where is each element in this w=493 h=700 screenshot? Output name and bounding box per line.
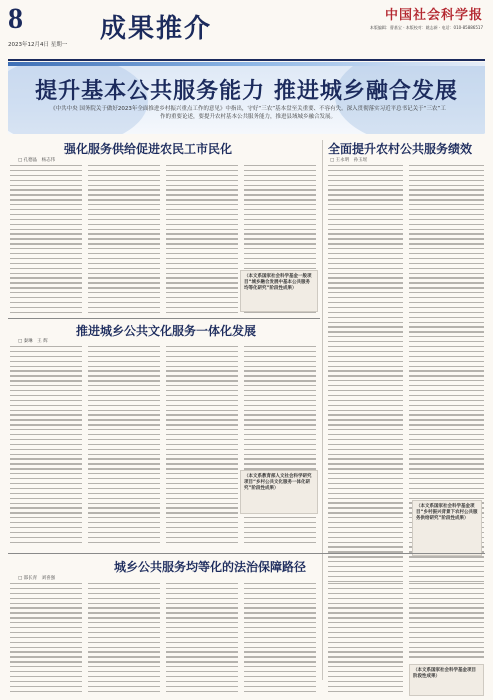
article-text xyxy=(10,346,82,546)
funding-note xyxy=(240,270,318,312)
article-text xyxy=(88,165,160,315)
article-text xyxy=(244,346,316,546)
article-text xyxy=(328,165,403,585)
paper-header xyxy=(370,4,483,31)
funding-note xyxy=(240,470,318,514)
funding-note xyxy=(412,500,482,556)
article-text xyxy=(88,346,160,546)
paper-info: 本版编辑：曹基宝 · 本版校对：姚志新 · 电话：010-85886517 xyxy=(369,25,483,30)
section-divider xyxy=(8,553,485,554)
section-divider xyxy=(8,318,320,319)
article-text xyxy=(10,583,82,695)
article-text xyxy=(244,583,316,695)
article-byline: □ 秦琳 王 辉 xyxy=(18,339,48,344)
masthead xyxy=(0,0,493,62)
article-text xyxy=(166,165,238,315)
article-text xyxy=(88,583,160,695)
date-line: 2023年12月4日 星期一 xyxy=(8,42,68,48)
funding-note-text: （本文系教育部人文社会科学研究项目“乡村公共文化服务一体化研究”阶段性成果） xyxy=(244,474,312,491)
funding-note-text: （本文系国家社会科学基金一般项目“城乡融合发展中基本公共服务均等化研究”阶段性成果） xyxy=(244,274,312,291)
article-text xyxy=(10,165,82,315)
deck-text: 《中共中央 国务院关于做好2023年全面推进乡村振兴重点工作的意见》中指出，守好“三农”基本盘至关重要、不容有失。深入贯彻落实习近平总书记关于“三农”工作的重要论述，要提升农村基本公共服务能力，推进县域城乡融合发展。 xyxy=(50,106,446,120)
article-text xyxy=(409,583,484,663)
article-title: 强化服务供给促进农民工市民化 xyxy=(63,142,232,156)
column-title: 成果推介 xyxy=(100,14,213,44)
main-headline: 提升基本公共服务能力 推进城乡融合发展 xyxy=(35,79,458,104)
masthead-rule xyxy=(8,59,485,61)
article-byline: □ 王永明 孙玉瑶 xyxy=(330,158,368,163)
article-title: 城乡公共服务均等化的法治保障路径 xyxy=(113,560,306,574)
article-byline: □ 孔德晶 杨志伟 xyxy=(18,158,56,163)
article-title: 推进城乡公共文化服务一体化发展 xyxy=(75,324,256,338)
column-divider xyxy=(322,140,323,680)
funding-note-text: （本文系国家社会科学基金项目“乡村振兴背景下农村公共服务供给研究”阶段性成果） xyxy=(416,504,478,521)
funding-note xyxy=(409,664,484,696)
funding-note-text: （本文系国家社会科学基金项目阶段性成果） xyxy=(413,668,476,679)
article-text xyxy=(328,583,403,695)
page-number: 8 xyxy=(8,2,23,35)
article-byline: □ 邵长青 刘喜强 xyxy=(18,576,56,581)
article-text xyxy=(166,346,238,546)
article-title: 全面提升农村公共服务绩效 xyxy=(327,142,472,156)
paper-name: 中国社会科学报 xyxy=(384,8,483,23)
article-text xyxy=(166,583,238,695)
hero-banner xyxy=(8,66,485,134)
